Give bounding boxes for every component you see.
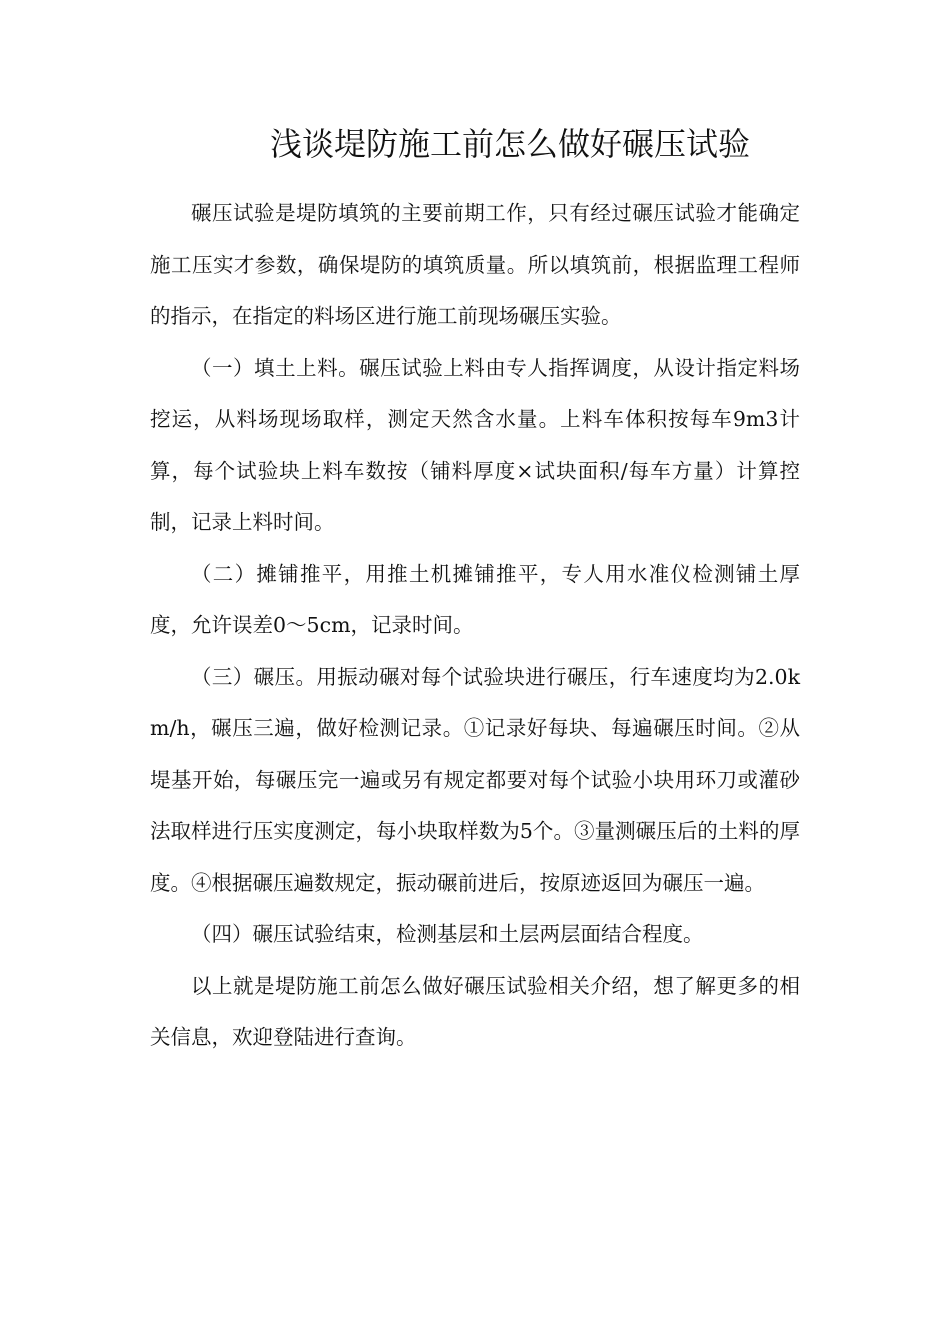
paragraph-step-3: （三）碾压。用振动碾对每个试验块进行碾压，行车速度均为2.0km/h，碾压三遍，做好检测记录。①记录好每块、每遍碾压时间。②从堤基开始，每碾压完一遍或另有规定都要对每个试验小块用环刀或灌砂法取样进行压实度测定，每小块取样数为5个。③量测碾压后的土料的厚度。④根据碾压遍数规定，振动碾前进后，按原迹返回为碾压一遍。 [150, 664, 800, 895]
paragraph-step-2: （二）摊铺推平，用推土机摊铺推平，专人用水准仪检测铺土厚度，允许误差0～5cm，记录时间。 [150, 561, 800, 637]
paragraph-intro: 碾压试验是堤防填筑的主要前期工作，只有经过碾压试验才能确定施工压实才参数，确保堤防的填筑质量。所以填筑前，根据监理工程师的指示，在指定的料场区进行施工前现场碾压实验。 [150, 201, 800, 328]
document-body [150, 188, 800, 1064]
document-title: 浅谈堤防施工前怎么做好碾压试验 [269, 125, 750, 163]
paragraph-step-1: （一）填土上料。碾压试验上料由专人指挥调度，从设计指定料场挖运，从料场现场取样，测定天然含水量。上料车体积按每车9m3计算，每个试验块上料车数按（铺料厚度×试块面积/每车方量）计算控制，记录上料时间。 [150, 355, 800, 534]
paragraph-step-4: （四）碾压试验结束，检测基层和土层两层面结合程度。 [191, 922, 704, 946]
paragraph-conclusion: 以上就是堤防施工前怎么做好碾压试验相关介绍，想了解更多的相关信息，欢迎登陆进行查询。 [150, 973, 800, 1049]
